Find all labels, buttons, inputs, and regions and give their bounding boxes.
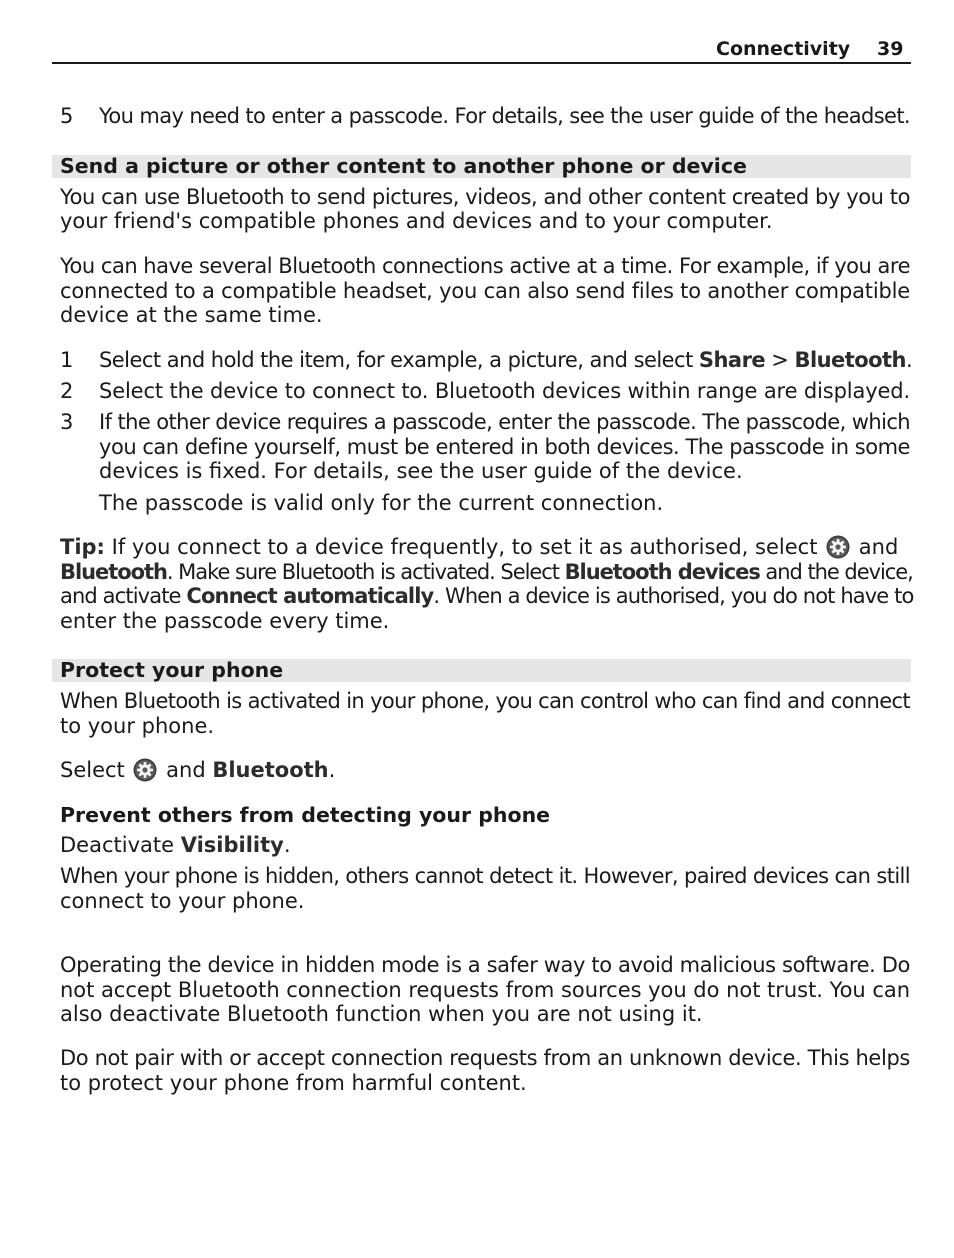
select-text: . <box>328 758 336 782</box>
select-text: and <box>159 758 213 782</box>
paragraph-line: not accept Bluetooth connection requests from sources you do not trust. You can <box>60 978 910 1002</box>
paragraph-line: When Bluetooth is activated in your phone, you can control who can find and connect <box>60 689 910 713</box>
tip-line-1 <box>60 535 898 560</box>
step-3-line: you can define yourself, must be entered in both devices. The passcode in some <box>99 435 910 459</box>
step-2-number: 2 <box>60 379 74 403</box>
paragraph-line: device at the same time. <box>60 303 323 327</box>
paragraph-line: to your phone. <box>60 714 215 738</box>
step-1-number: 1 <box>60 348 74 372</box>
page-number: 39 <box>877 38 904 60</box>
visibility-option: Visibility <box>180 833 284 857</box>
tip-text: and activate <box>60 584 187 608</box>
menu-separator: > <box>765 348 795 372</box>
select-text: Select <box>60 758 132 782</box>
paragraph-line: connected to a compatible headset, you can also send files to another compatible <box>60 279 910 303</box>
step-5-text: You may need to enter a passcode. For details, see the user guide of the headset. <box>99 104 910 128</box>
running-header-section: Connectivity <box>716 38 851 60</box>
step-2-text: Select the device to connect to. Bluetooth devices within range are displayed. <box>99 379 910 403</box>
tip-text: If you connect to a device frequently, to set it as authorised, select <box>104 535 825 559</box>
bluetooth-option: Bluetooth <box>794 348 906 372</box>
deactivate-text: Deactivate <box>60 833 181 857</box>
step-3-number: 3 <box>60 410 74 434</box>
deactivate-text: . <box>283 833 291 857</box>
section-heading-send-content: Send a picture or other content to another phone or device <box>60 154 747 178</box>
step-1-text <box>99 348 912 373</box>
tip-label: Tip: <box>60 535 105 559</box>
paragraph-line: your friend's compatible phones and devices and to your computer. <box>60 209 773 233</box>
tip-line-4: enter the passcode every time. <box>60 609 390 633</box>
paragraph-line: When your phone is hidden, others cannot detect it. However, paired devices can still <box>60 864 910 888</box>
deactivate-line <box>60 833 291 858</box>
paragraph-line: Operating the device in hidden mode is a safer way to avoid malicious software. Do <box>60 953 910 977</box>
paragraph-line: You can use Bluetooth to send pictures, videos, and other content created by you to <box>60 185 911 209</box>
connect-automatically-option: Connect automatically <box>186 584 434 608</box>
select-settings-line <box>60 758 335 783</box>
step-3-note: The passcode is valid only for the current connection. <box>99 491 664 515</box>
bluetooth-option: Bluetooth <box>212 758 329 782</box>
step-3-line: devices is fixed. For details, see the user guide of the device. <box>99 459 743 483</box>
step-1-post: . <box>905 348 913 372</box>
share-option: Share <box>698 348 766 372</box>
paragraph-line: connect to your phone. <box>60 889 305 913</box>
tip-text: . When a device is authorised, you do not have to <box>433 584 914 608</box>
settings-gear-icon <box>826 535 850 559</box>
settings-gear-icon <box>133 758 157 782</box>
bluetooth-option: Bluetooth <box>60 560 167 584</box>
paragraph-line: Do not pair with or accept connection requests from an unknown device. This helps <box>60 1046 910 1070</box>
step-1-pre: Select and hold the item, for example, a picture, and select <box>99 348 699 372</box>
subheading-prevent-detection: Prevent others from detecting your phone <box>60 803 551 827</box>
tip-text: . Make sure Bluetooth is activated. Select <box>166 560 565 584</box>
tip-text: and the device, <box>759 560 913 584</box>
paragraph-line: You can have several Bluetooth connections active at a time. For example, if you are <box>60 254 910 278</box>
bluetooth-devices-option: Bluetooth devices <box>564 560 760 584</box>
section-heading-protect-phone: Protect your phone <box>60 658 284 682</box>
tip-line-2 <box>60 560 913 585</box>
paragraph-line: to protect your phone from harmful content. <box>60 1071 527 1095</box>
tip-line-3 <box>60 584 913 609</box>
step-3-line: If the other device requires a passcode, enter the passcode. The passcode, which <box>99 410 910 434</box>
step-5-number: 5 <box>60 104 74 128</box>
tip-text: and <box>852 535 899 559</box>
header-rule <box>52 62 911 64</box>
paragraph-line: also deactivate Bluetooth function when you are not using it. <box>60 1002 703 1026</box>
